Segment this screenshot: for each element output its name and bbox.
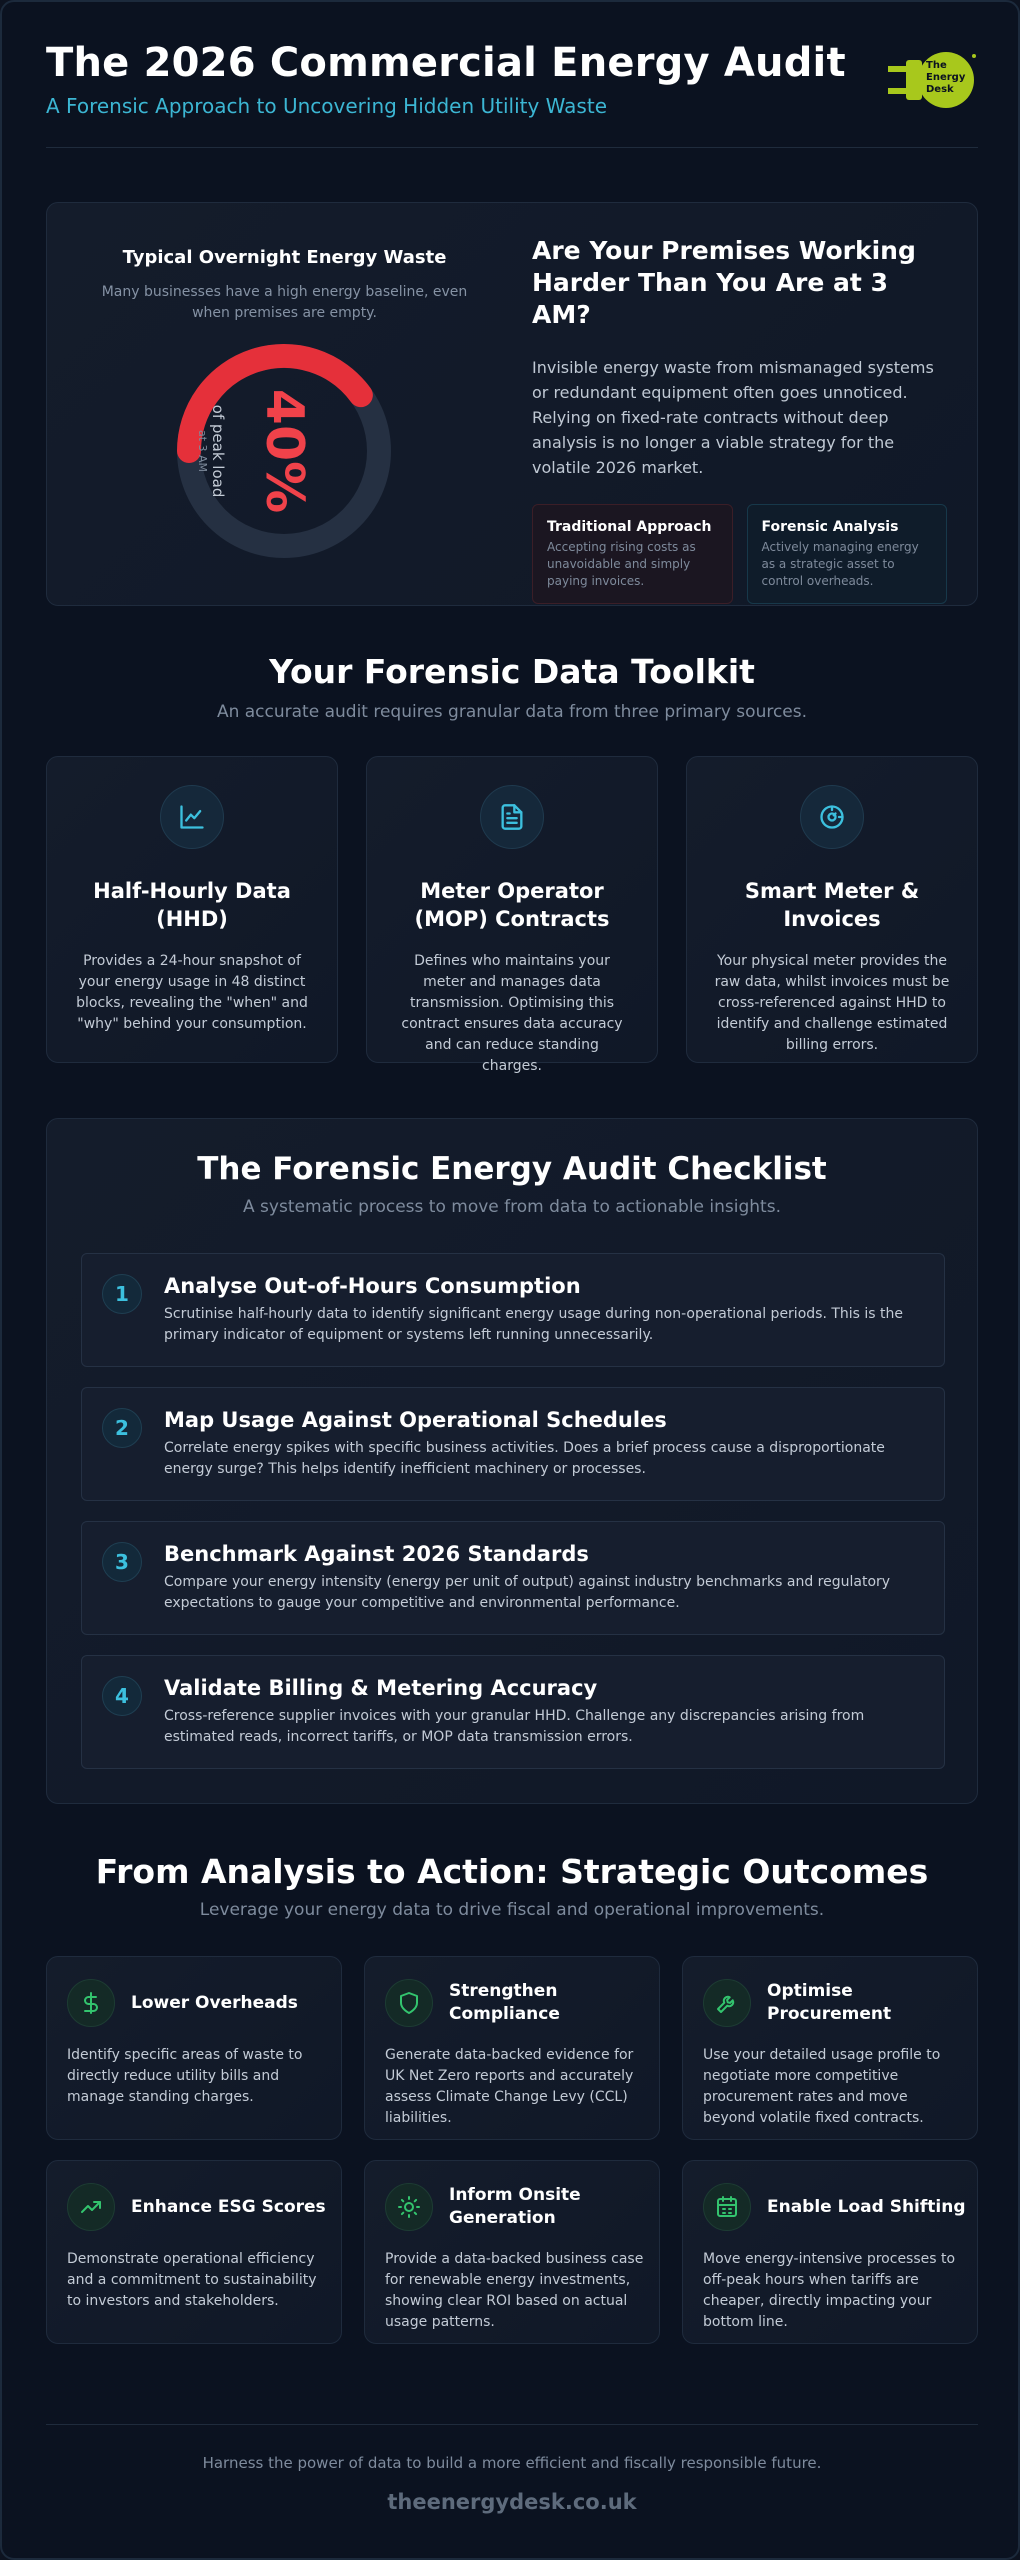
sun-icon: [385, 2183, 433, 2231]
outcome-card-lower-overheads: [46, 1956, 342, 2140]
checklist-step: [81, 1387, 945, 1501]
hero-text-panel: [532, 235, 947, 604]
wrench-icon: [703, 1979, 751, 2027]
outcome-title: Strengthen Compliance: [449, 1981, 560, 2024]
traditional-approach-title: Traditional Approach: [547, 519, 712, 535]
toolkit-card-text: Provides a 24-hour snapshot of your energy usage in 48 distinct blocks, revealing the "when" and "why" behind your consumption.: [76, 953, 308, 1032]
step-title: Benchmark Against 2026 Standards: [164, 1542, 589, 1566]
outcome-card-procurement: [682, 1956, 978, 2140]
forensic-analysis-title: Forensic Analysis: [761, 519, 899, 535]
outcome-card-onsite-generation: [364, 2160, 660, 2344]
step-number: 2: [102, 1408, 142, 1448]
trend-up-icon: [67, 2183, 115, 2231]
toolkit-card-text: Defines who maintains your meter and manages data transmission. Optimising this contract ensures data accuracy and can reduce standing charges.: [401, 953, 623, 1074]
forensic-analysis-box: [747, 504, 948, 604]
forensic-analysis-text: Actively managing energy as a strategic asset to control overheads.: [761, 540, 919, 588]
donut-sub-labels: [176, 343, 392, 559]
toolkit-card-mop: [366, 756, 658, 1074]
toolkit-subtitle: An accurate audit requires granular data from three primary sources.: [216, 702, 808, 722]
hero-card: [46, 202, 978, 606]
step-title: Validate Billing & Metering Accuracy: [164, 1676, 598, 1700]
audit-checklist-card: [46, 1118, 978, 1804]
outcome-title: Enable Load Shifting: [767, 2196, 966, 2217]
outcome-title: Lower Overheads: [131, 1992, 298, 2013]
toolkit-card-title: Meter Operator (MOP) Contracts: [414, 879, 610, 931]
gauge-icon: [800, 785, 864, 849]
step-number: 4: [102, 1676, 142, 1716]
chart-title: Typical Overnight Energy Waste: [122, 247, 447, 268]
footer-url[interactable]: theenergydesk.co.uk: [387, 2490, 637, 2514]
toolkit-card-title: Half-Hourly Data (HHD): [93, 879, 291, 931]
toolkit-card-hhd: [46, 756, 338, 1063]
outcome-card-load-shifting: [682, 2160, 978, 2344]
donut-sub-label-time: at 3 AM: [196, 429, 210, 473]
traditional-approach-box: [532, 504, 733, 604]
footer-tagline: Harness the power of data to build a more efficient and fiscally responsible future.: [202, 2454, 822, 2472]
outcome-title: Optimise Procurement: [767, 1981, 892, 2024]
chart-description: Many businesses have a high energy baseline, even when premises are empty.: [101, 284, 468, 321]
energy-desk-logo: [884, 50, 978, 112]
checklist-subtitle: A systematic process to move from data to actionable insights.: [243, 1197, 781, 1217]
outcome-text: Use your detailed usage profile to negotiate more competitive procurement rates and move beyond volatile fixed contracts.: [703, 2047, 941, 2126]
outcome-title: Enhance ESG Scores: [131, 2196, 326, 2217]
toolkit-title: Your Forensic Data Toolkit: [269, 652, 755, 691]
step-text: Scrutinise half-hourly data to identify significant energy usage during non-operational periods. This is the primary indicator of equipment or systems left running unnecessarily.: [164, 1306, 904, 1343]
calendar-clock-icon: [703, 2183, 751, 2231]
approach-comparison: [532, 504, 947, 604]
header: [46, 40, 978, 148]
hero-body: Invisible energy waste from mismanaged systems or redundant equipment often goes unnoticed. Relying on fixed-rate contracts without deep analysis is no longer a viable strategy for the volatile 2026 market.: [532, 358, 934, 477]
line-chart-icon: [160, 785, 224, 849]
checklist-step: [81, 1521, 945, 1635]
step-text: Correlate energy spikes with specific business activities. Does a brief process cause a disproportionate energy surge? This helps identify inefficient machinery or processes.: [164, 1440, 885, 1477]
step-number: 3: [102, 1542, 142, 1582]
donut-sub-label: of peak load: [209, 404, 228, 498]
step-text: Compare your energy intensity (energy per unit of output) against industry benchmarks and regulatory expectations to gauge your competitive and environmental performance.: [164, 1574, 891, 1611]
document-icon: [480, 785, 544, 849]
outcome-title: Inform Onsite Generation: [449, 2185, 581, 2228]
step-title: Map Usage Against Operational Schedules: [164, 1408, 667, 1432]
toolkit-card-text: Your physical meter provides the raw data, whilst invoices must be cross-referenced against HHD to identify and challenge estimated billing errors.: [714, 953, 950, 1053]
logo-text: The Energy Desk: [926, 60, 966, 95]
hero-heading: Are Your Premises Working Harder Than You Are at 3 AM?: [532, 236, 916, 329]
outcome-text: Move energy-intensive processes to off-peak hours when tariffs are cheaper, directly impacting your bottom line.: [703, 2251, 956, 2330]
page-title: The 2026 Commercial Energy Audit: [46, 40, 846, 86]
step-text: Cross-reference supplier invoices with your granular HHD. Challenge any discrepancies arising from estimated reads, incorrect tariffs, or MOP data transmission errors.: [164, 1708, 865, 1745]
checklist-title: The Forensic Energy Audit Checklist: [197, 1151, 827, 1187]
outcome-text: Demonstrate operational efficiency and a commitment to sustainability to investors and stakeholders.: [67, 2251, 317, 2309]
donut-value-label: 40%: [254, 388, 314, 514]
traditional-approach-text: Accepting rising costs as unavoidable and simply paying invoices.: [547, 540, 696, 588]
outcome-text: Generate data-backed evidence for UK Net Zero reports and accurately assess Climate Change Levy (CCL) liabilities.: [385, 2047, 634, 2126]
page-subtitle: A Forensic Approach to Uncovering Hidden Utility Waste: [46, 94, 607, 118]
checklist-step: [81, 1655, 945, 1769]
outcome-card-esg: [46, 2160, 342, 2344]
shield-icon: [385, 1979, 433, 2027]
outcome-text: Identify specific areas of waste to directly reduce utility bills and manage standing charges.: [67, 2047, 303, 2105]
outcomes-subtitle: Leverage your energy data to drive fiscal and operational improvements.: [199, 1900, 825, 1920]
toolkit-card-title: Smart Meter & Invoices: [744, 879, 920, 931]
step-title: Analyse Out-of-Hours Consumption: [164, 1274, 581, 1298]
step-number: 1: [102, 1274, 142, 1314]
checklist-step: [81, 1253, 945, 1367]
overnight-waste-chart-panel: [47, 203, 522, 605]
outcomes-title: From Analysis to Action: Strategic Outcomes: [95, 1852, 929, 1891]
toolkit-card-smart-meter: [686, 756, 978, 1063]
footer-divider: [46, 2424, 978, 2425]
outcome-card-compliance: [364, 1956, 660, 2140]
dollar-icon: [67, 1979, 115, 2027]
outcome-text: Provide a data-backed business case for renewable energy investments, showing clear ROI based on actual usage patterns.: [385, 2251, 644, 2330]
